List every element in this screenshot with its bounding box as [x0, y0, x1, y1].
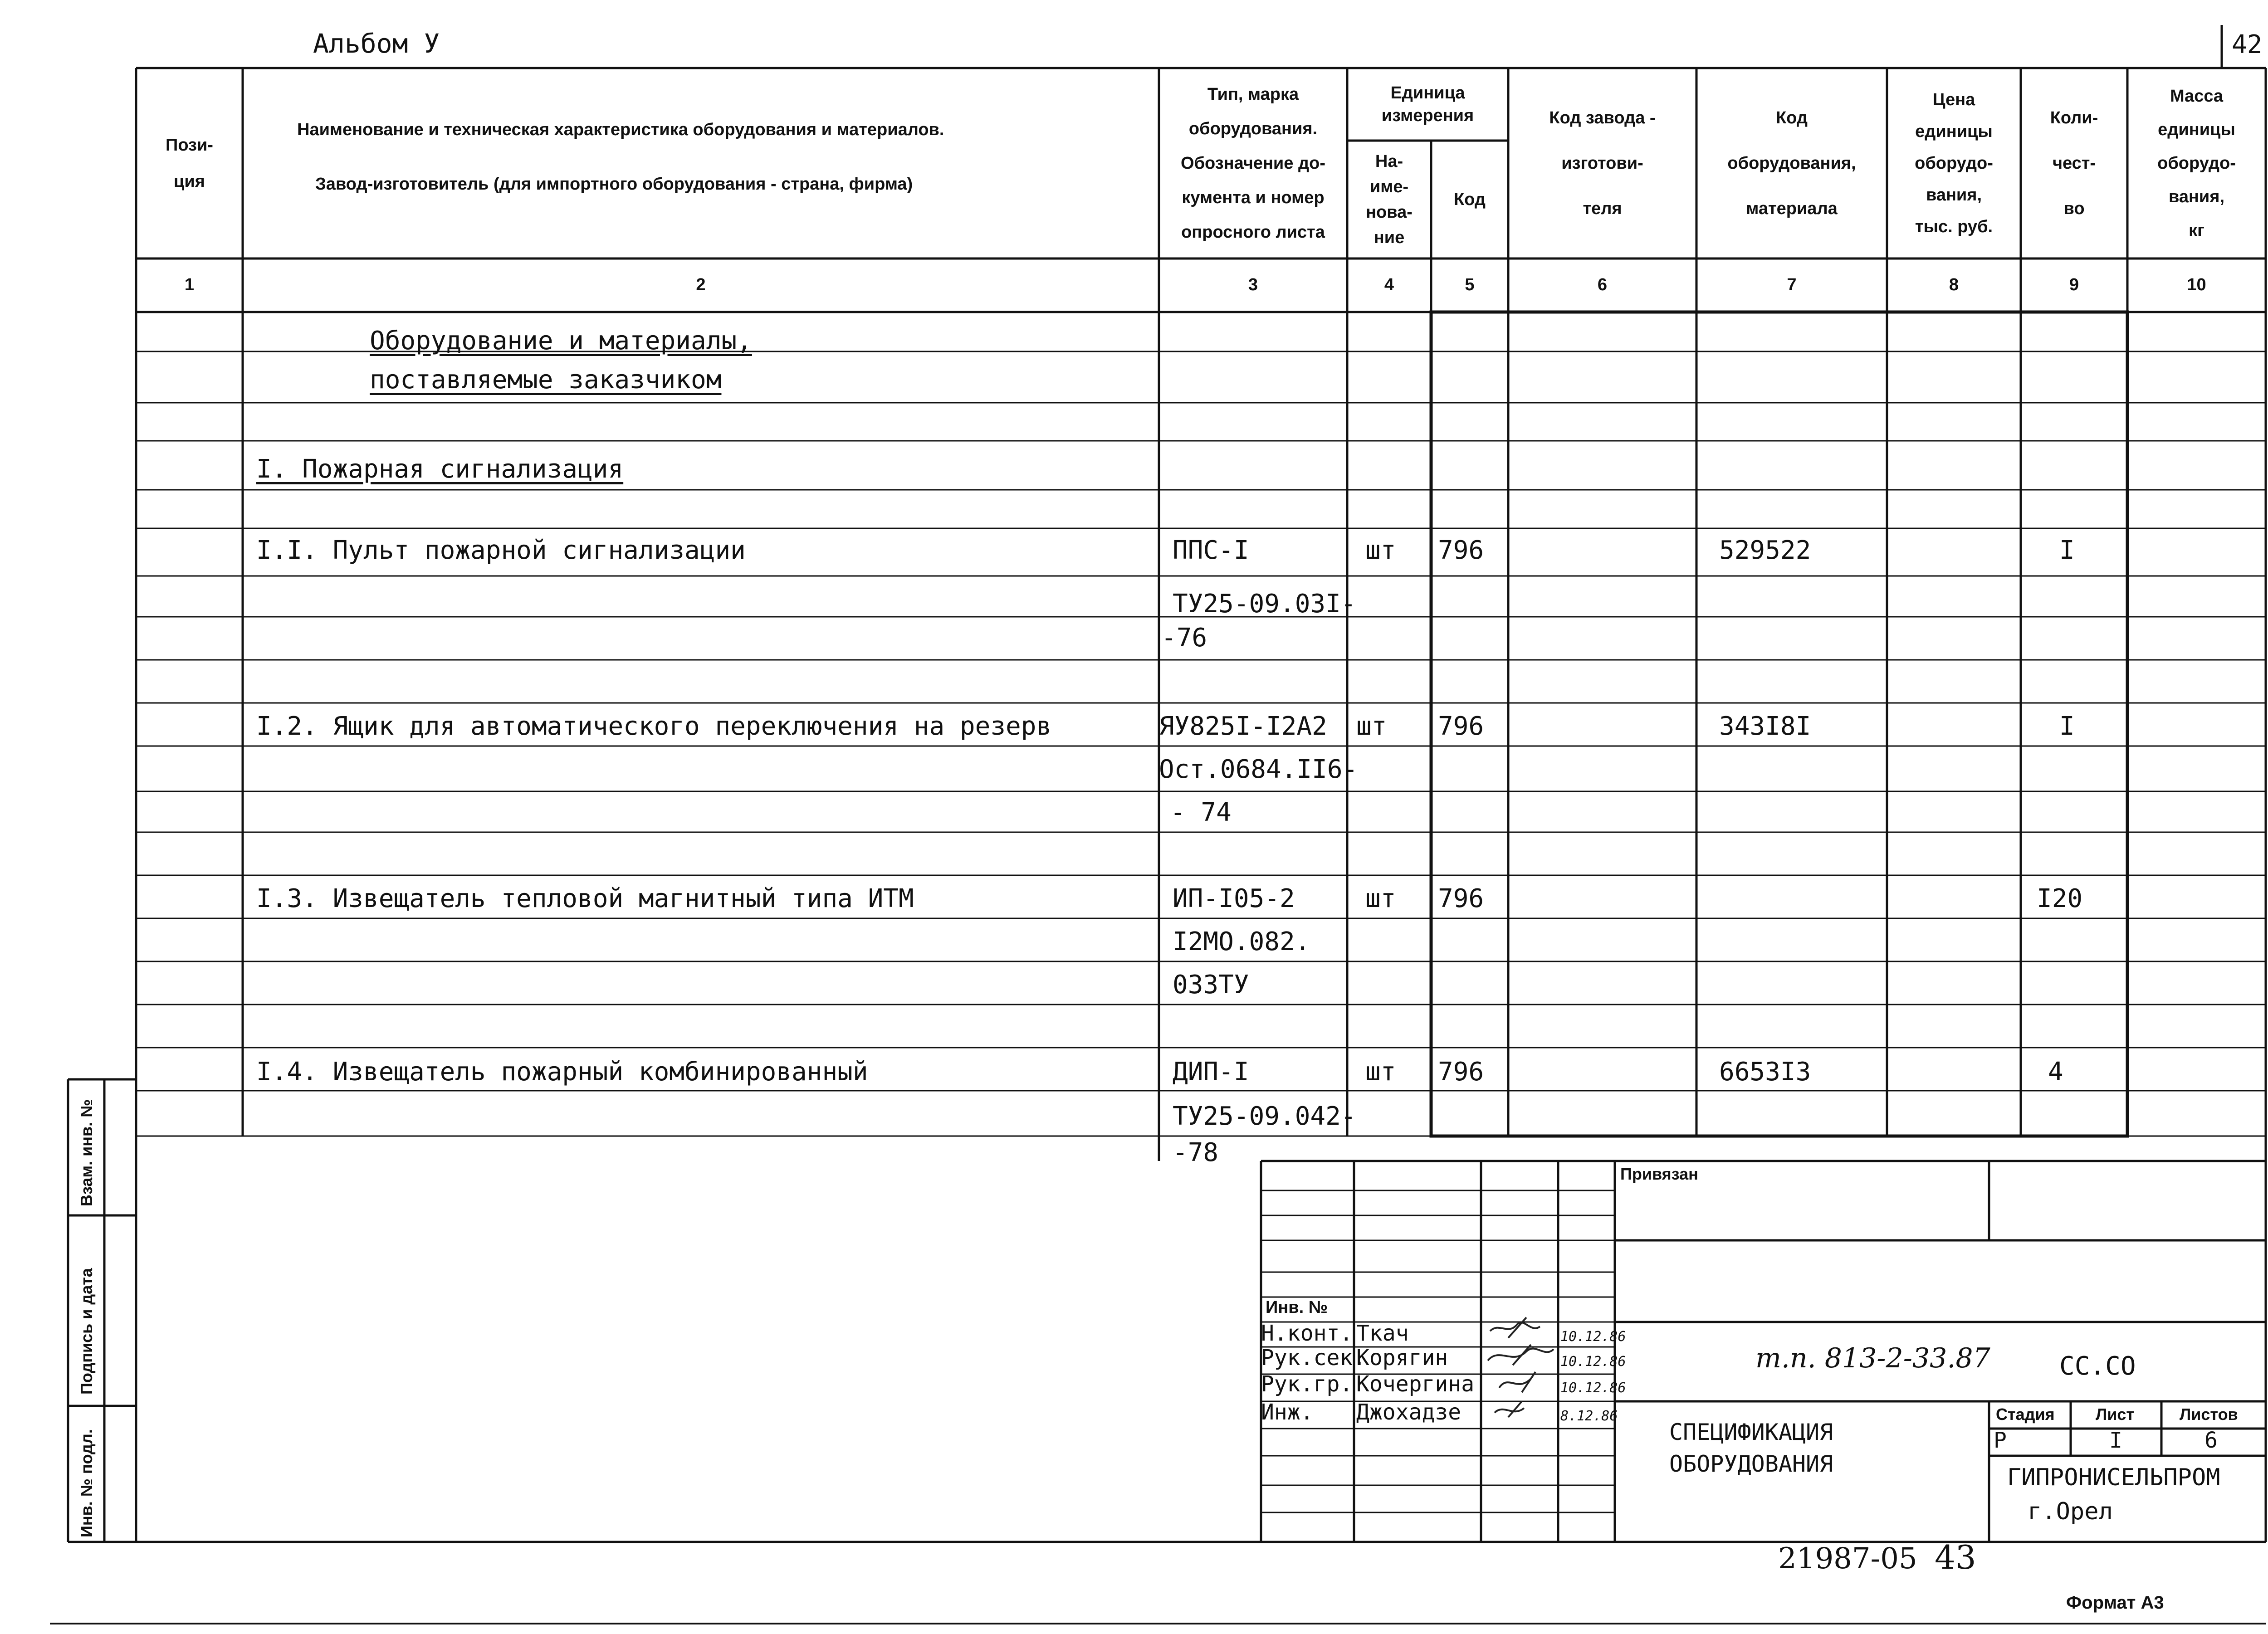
project-number: т.п. 813-2-33.87	[1755, 1342, 1990, 1374]
organization-city: г.Орел	[2028, 1498, 2113, 1525]
item-quantity: I20	[2037, 884, 2083, 913]
header-position: Пози- ция	[166, 136, 213, 191]
date-norm-control: 10.12.86	[1560, 1329, 1626, 1345]
sheet-label: Лист	[2096, 1405, 2135, 1424]
item-unit: шт	[1365, 884, 1396, 913]
header-unit-name: На- име- нова- ние	[1366, 152, 1413, 247]
item-type-doc: Ост.0684.II6-	[1159, 755, 1358, 784]
item-unit: шт	[1365, 536, 1396, 565]
organization-name: ГИПРОНИСЕЛЬПРОМ	[2007, 1464, 2220, 1491]
archive-page: 43	[1935, 1538, 1976, 1576]
side-stamp-signature-date: Подпись и дата	[77, 1268, 96, 1395]
header-type: Тип, марка оборудования. Обозначение до- кумента и номер опросного листа	[1181, 85, 1325, 242]
item-name: I.4. Извещатель пожарный комбинированный	[256, 1057, 868, 1087]
date-engineer: 8.12.86	[1560, 1408, 1618, 1424]
sheet-value: I	[2109, 1428, 2122, 1453]
colnum-1: 1	[184, 275, 195, 294]
item-quantity: I	[2059, 712, 2075, 741]
section-title-line1: Оборудование и материалы,	[370, 326, 752, 356]
item-type: ЯУ825I-I2А2	[1159, 712, 1327, 741]
title-line2: ОБОРУДОВАНИЯ	[1669, 1451, 1833, 1477]
role-section-head: Рук.сек.	[1261, 1345, 1366, 1371]
name-section-head: Корягин	[1356, 1345, 1448, 1371]
sheets-label: Листов	[2180, 1405, 2238, 1424]
colnum-8: 8	[1949, 275, 1959, 294]
item-type-doc: I2МО.082.	[1173, 927, 1310, 956]
header-name-line2: Завод-изготовитель (для импортного оборудования - страна, фирма)	[315, 175, 913, 194]
album-label: Альбом У	[313, 28, 440, 59]
colnum-9: 9	[2069, 275, 2079, 294]
item-name: I.I. Пульт пожарной сигнализации	[256, 536, 746, 565]
item-type-doc: ТУ25-09.042-	[1173, 1102, 1356, 1131]
item-type-doc-cont: - 74	[1170, 798, 1232, 827]
title-line1: СПЕЦИФИКАЦИЯ	[1669, 1419, 1833, 1445]
date-section-head: 10.12.86	[1560, 1354, 1626, 1370]
item-type: ДИП-I	[1173, 1057, 1249, 1087]
name-group-head: Кочергина	[1356, 1371, 1475, 1397]
item-unit: шт	[1356, 712, 1387, 741]
colnum-7: 7	[1787, 275, 1797, 294]
item-name: I.2. Ящик для автоматического переключения на резерв	[256, 712, 1052, 741]
colnum-6: 6	[1597, 275, 1608, 294]
item-equipment-code: 6653I3	[1719, 1057, 1811, 1087]
item-quantity: I	[2059, 536, 2075, 565]
header-price: Цена единицы оборудо- вания, тыс. руб.	[1915, 90, 1993, 236]
header-mass: Масса единицы оборудо- вания, кг	[2157, 87, 2236, 240]
item-unit-code: 796	[1438, 536, 1484, 565]
item-name: I.3. Извещатель тепловой магнитный типа ИТМ	[256, 884, 914, 913]
date-group-head: 10.12.86	[1560, 1380, 1626, 1396]
document-code: СС.СО	[2059, 1351, 2136, 1381]
sheets-value: 6	[2204, 1428, 2218, 1453]
header-factory-code: Код завода - изготови- теля	[1549, 108, 1656, 218]
item-type-doc-cont: 033ТУ	[1173, 970, 1249, 1000]
colnum-2: 2	[696, 275, 706, 294]
header-unit-group: Единица измерения	[1381, 83, 1474, 125]
item-equipment-code: 343I8I	[1719, 712, 1811, 741]
item-unit-code: 796	[1438, 884, 1484, 913]
privyazan-label: Привязан	[1620, 1165, 1698, 1183]
item-equipment-code: 529522	[1719, 536, 1811, 565]
role-norm-control: Н.конт.	[1261, 1321, 1353, 1346]
item-type: ППС-I	[1173, 536, 1249, 565]
side-stamp-replaced-inv: Взам. инв. №	[77, 1099, 96, 1206]
stage-value: Р	[1994, 1428, 2007, 1453]
name-engineer: Джохадзе	[1356, 1400, 1461, 1425]
header-equipment-code: Код оборудования, материала	[1727, 108, 1856, 218]
item-unit: шт	[1365, 1057, 1396, 1087]
colnum-10: 10	[2187, 275, 2206, 294]
archive-number: 21987-05	[1778, 1542, 1917, 1575]
colnum-3: 3	[1248, 275, 1258, 294]
role-group-head: Рук.гр.	[1261, 1371, 1353, 1397]
header-unit-code: Код	[1453, 190, 1486, 209]
item-quantity: 4	[2048, 1057, 2063, 1087]
format-label: Формат А3	[2066, 1593, 2164, 1613]
item-type: ИП-I05-2	[1173, 884, 1295, 913]
section-title-line2: поставляемые заказчиком	[370, 365, 722, 395]
item-type-doc-cont: -76	[1161, 623, 1207, 653]
item-unit-code: 796	[1438, 1057, 1484, 1087]
item-unit-code: 796	[1438, 712, 1484, 741]
colnum-4: 4	[1384, 275, 1394, 294]
role-engineer: Инж.	[1261, 1400, 1314, 1425]
stage-label: Стадия	[1996, 1405, 2055, 1424]
signatures-image	[1481, 1315, 1558, 1429]
group-title: I. Пожарная сигнализация	[256, 454, 624, 484]
header-name-line1: Наименование и техническая характеристика оборудования и материалов.	[297, 120, 944, 139]
item-type-doc: ТУ25-09.03I-	[1173, 589, 1356, 619]
item-type-doc-cont: -78	[1173, 1138, 1219, 1167]
colnum-5: 5	[1465, 275, 1475, 294]
header-quantity: Коли- чест- во	[2050, 108, 2098, 218]
name-norm-control: Ткач	[1356, 1321, 1409, 1346]
inv-number-label: Инв. №	[1266, 1298, 1328, 1317]
side-stamp-original-inv: Инв. № подл.	[77, 1429, 96, 1537]
sheet-number: 42	[2232, 30, 2263, 59]
